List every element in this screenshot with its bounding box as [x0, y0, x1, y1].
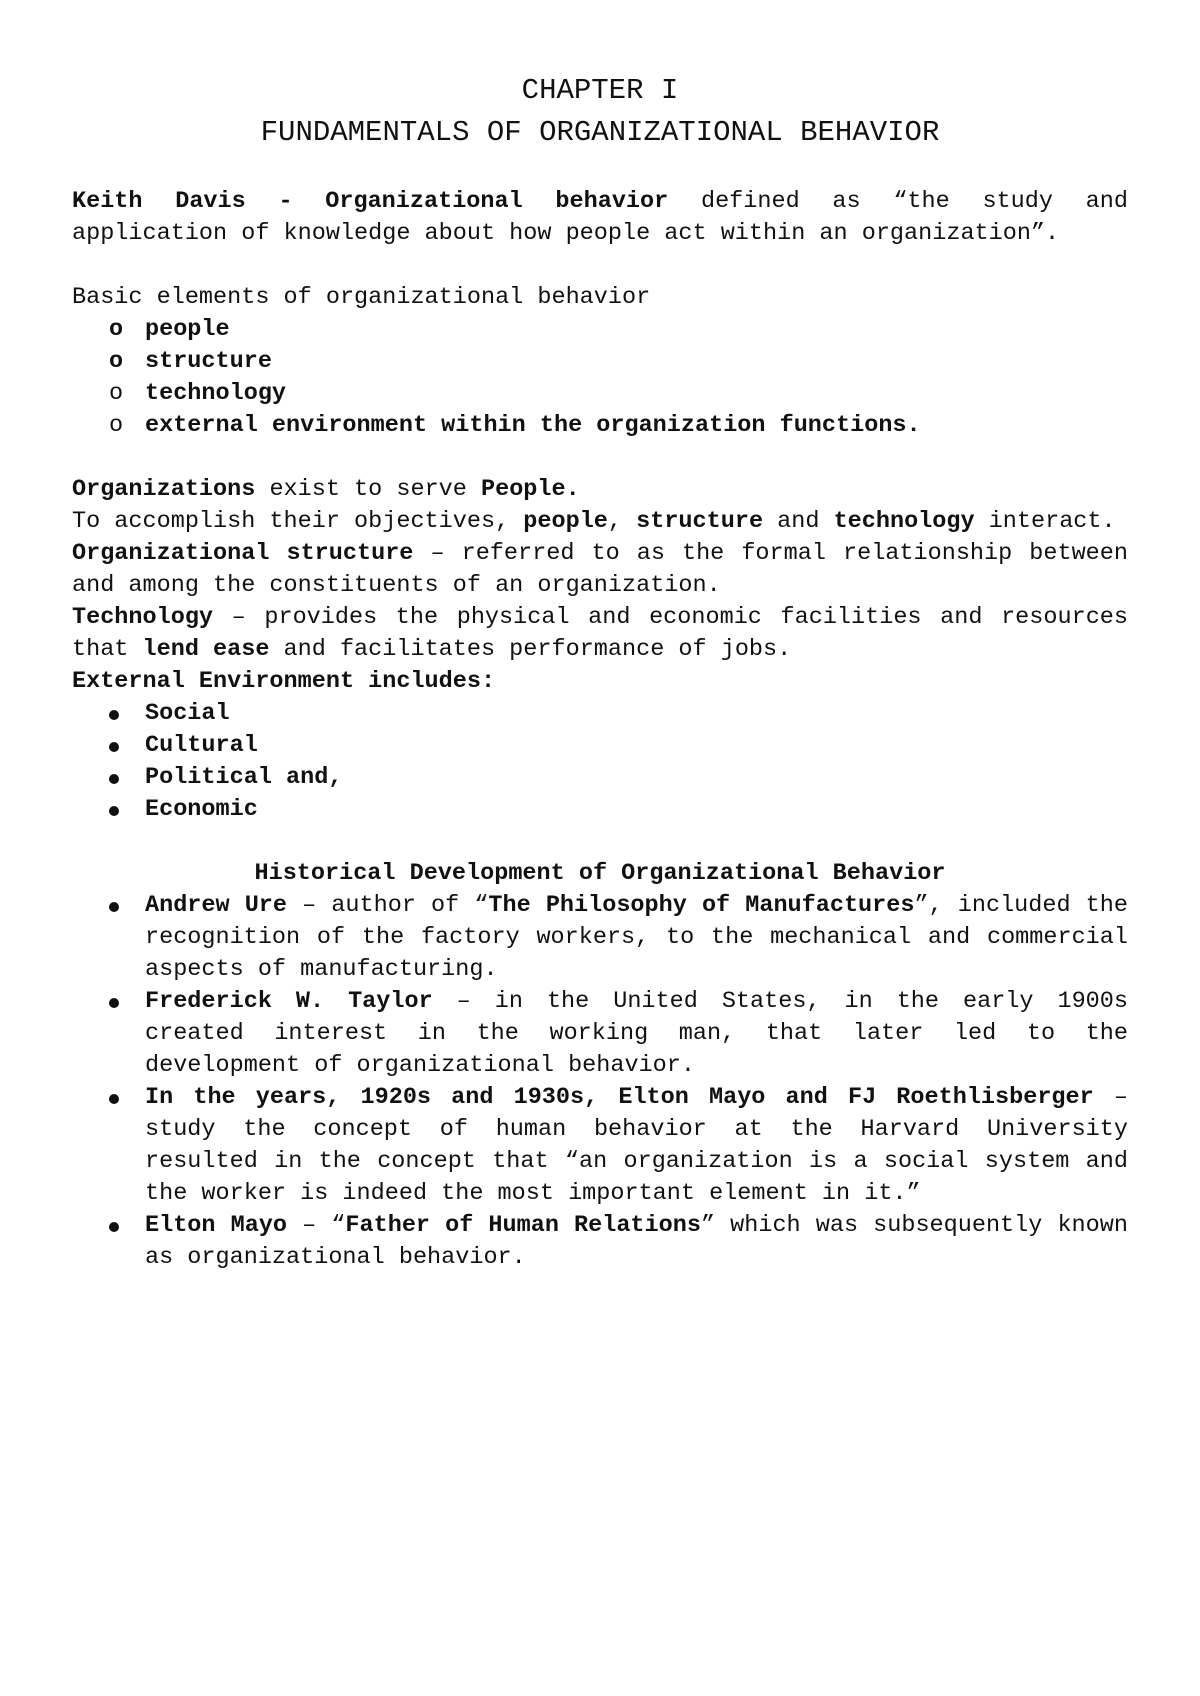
- spacer: [72, 154, 1128, 186]
- structure-paragraph: Organizational structure – referred to as the formal relationship between and among the constituents of an organization.: [72, 540, 1128, 599]
- external-environment-list: [72, 698, 1128, 826]
- document-page: [72, 70, 1128, 1274]
- spacer: [72, 826, 1128, 858]
- chapter-number: CHAPTER I: [521, 74, 679, 107]
- list-item: Cultural: [72, 730, 1128, 762]
- list-item: Andrew Ure – author of “The Philosophy of Manufactures”, included the recognition of the factory workers, to the mechanical and commercial aspects of manufacturing.: [72, 890, 1128, 986]
- bullet-icon: [109, 806, 119, 816]
- bullet-icon: [109, 998, 119, 1008]
- definition-author: Keith Davis - Organizational behavior: [72, 188, 669, 215]
- history-heading: Historical Development of Organizational Behavior: [254, 860, 946, 887]
- list-item: o external environment within the organization functions.: [72, 410, 1128, 442]
- list-item: In the years, 1920s and 1930s, Elton Mayo and FJ Roethlisberger – study the concept of human behavior at the Harvard University resulted in the concept that “an organization is a social system and the worker is indeed the most important element in it.”: [72, 1082, 1128, 1210]
- circle-bullet-icon: o: [109, 348, 124, 375]
- basic-elements-list: [72, 314, 1128, 442]
- list-item: o people: [72, 314, 1128, 346]
- list-item: o structure: [72, 346, 1128, 378]
- spacer: [72, 250, 1128, 282]
- circle-bullet-icon: o: [109, 380, 124, 407]
- external-environment-heading: External Environment includes:: [72, 668, 496, 695]
- definition-paragraph: [72, 186, 1128, 250]
- list-item: Frederick W. Taylor – in the United States, in the early 1900s created interest in the working man, that later led to the development of organizational behavior.: [72, 986, 1128, 1082]
- organizations-paragraph: Organizations exist to serve People.: [72, 476, 580, 503]
- bullet-icon: [109, 742, 119, 752]
- spacer: [72, 442, 1128, 474]
- bullet-icon: [109, 902, 119, 912]
- objectives-paragraph: To accomplish their objectives, people, structure and technology interact.: [72, 508, 1116, 535]
- history-list: [72, 890, 1128, 1274]
- bullet-icon: [109, 1222, 119, 1232]
- chapter-title: [72, 70, 1128, 154]
- bullet-icon: [109, 774, 119, 784]
- bullet-icon: [109, 1094, 119, 1104]
- technology-paragraph: Technology – provides the physical and economic facilities and resources that lend ease and facilitates performance of jobs.: [72, 604, 1128, 663]
- definition-text: defined as “the study and application of knowledge about how people act within an organization”.: [72, 188, 1128, 247]
- basic-elements-heading: Basic elements of organizational behavior: [72, 284, 651, 311]
- circle-bullet-icon: o: [109, 412, 124, 439]
- list-item: Economic: [72, 794, 1128, 826]
- list-item: o technology: [72, 378, 1128, 410]
- list-item: Social: [72, 698, 1128, 730]
- chapter-name: FUNDAMENTALS OF ORGANIZATIONAL BEHAVIOR: [260, 116, 940, 149]
- circle-bullet-icon: o: [109, 316, 124, 343]
- bullet-icon: [109, 710, 119, 720]
- list-item: Elton Mayo – “Father of Human Relations” which was subsequently known as organizational behavior.: [72, 1210, 1128, 1274]
- list-item: Political and,: [72, 762, 1128, 794]
